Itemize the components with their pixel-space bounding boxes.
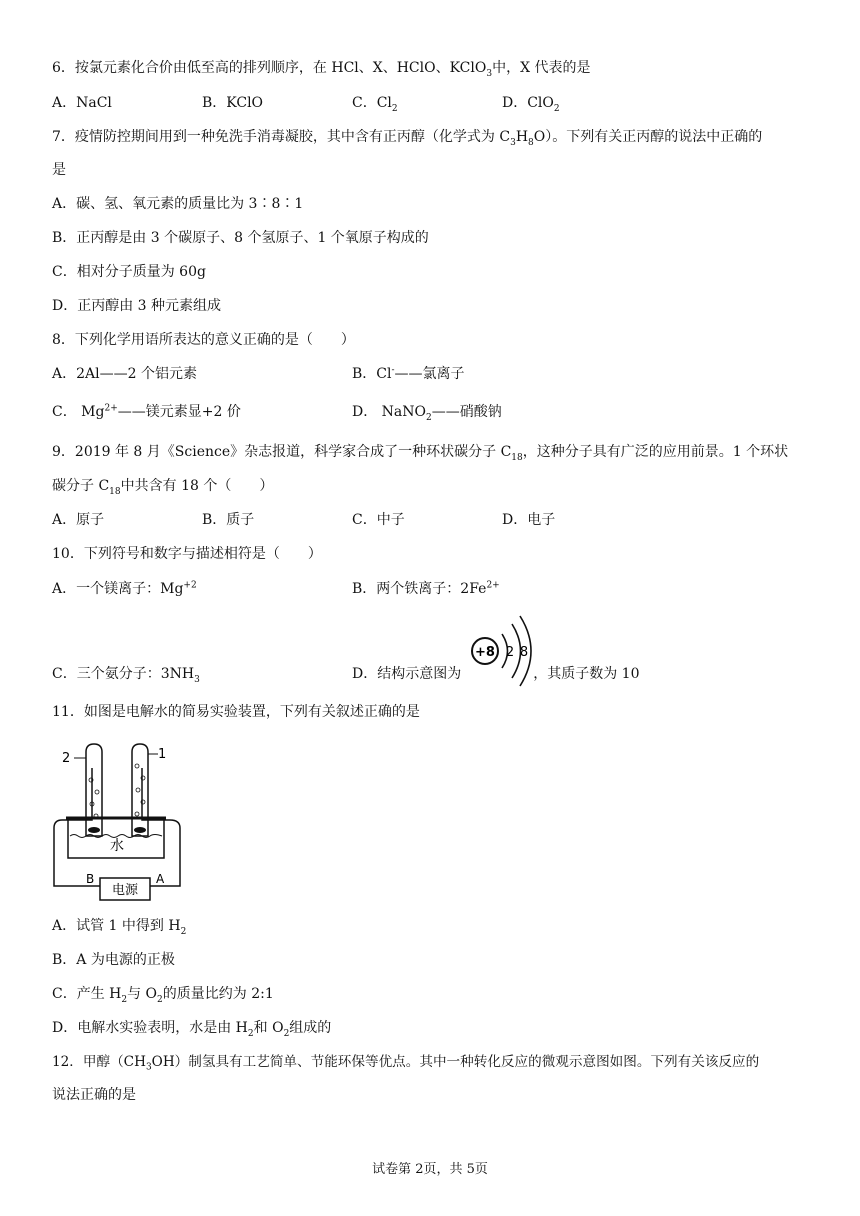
electrode-right xyxy=(134,827,146,833)
electrode-left xyxy=(88,827,100,833)
electrolysis-apparatus-diagram xyxy=(52,740,192,904)
q8-option-a: A．2Al——2 个铝元素 xyxy=(52,366,197,382)
q8-option-b: B．Cl-——氯离子 xyxy=(352,365,465,382)
nucleus-charge: +8 xyxy=(475,645,495,660)
q7-option-a: A．碳、氢、氧元素的质量比为 3∶8∶1 xyxy=(52,196,304,212)
q10-option-d: D．结构示意图为 ，其质子数为 10 xyxy=(352,666,640,682)
q11-stem: 11．如图是电解水的简易实验装置，下列有关叙述正确的是 xyxy=(52,704,420,720)
q9-stem: 9．2019 年 8 月《Science》杂志报道，科学家合成了一种环状碳分子 $C_{18}$，这种分子具有广泛的应用前景。1 个环状 xyxy=(52,444,789,463)
test-tube-2 xyxy=(86,744,102,836)
power-supply-label: 电源 xyxy=(111,883,139,898)
gas-bubbles xyxy=(89,764,145,818)
q7-stem: 7．疫情防控期间用到一种免洗手消毒凝胶，其中含有正丙醇（化学式为 $C_3H_8O$）。下列有关正丙醇的说法中正确的 xyxy=(52,129,763,148)
q6-stem: 6．按氯元素化合价由低至高的排列顺序，在 HCl、X、HClO、KClO$_3$中，X 代表的是 xyxy=(52,60,591,79)
q9-option-a: A．原子 xyxy=(52,512,105,528)
q10-stem: 10．下列符号和数字与描述相符是（ ） xyxy=(52,546,322,562)
shell2-electrons: 8 xyxy=(519,645,529,660)
q7-option-b: B．正丙醇是由 3 个碳原子、8 个氢原子、1 个氧原子构成的 xyxy=(52,230,429,246)
page-footer: 试卷第 2页，共 5页 xyxy=(372,1162,488,1177)
q8-option-c: C． $Mg^{2+}——$镁元素显+2 价 xyxy=(52,403,241,420)
q12-stem: 12．甲醇$(CH_3OH)$制氢具有工艺简单、节能环保等优点。其中一种转化反应的微观示意图如图。下列有关该反应的 xyxy=(52,1054,760,1073)
wire-b xyxy=(54,768,100,886)
atom-structure-diagram xyxy=(466,612,538,690)
q6-option-b: B．KClO xyxy=(202,95,264,111)
q11-option-a: A．试管 1 中得到 $H_2$ xyxy=(52,918,187,937)
q10-option-b: B．两个铁离子：$2Fe^{2+}$ xyxy=(352,580,500,597)
q8-option-d: D． NaNO$_2$——硝酸钠 xyxy=(352,404,502,423)
q6-option-a: A．NaCl xyxy=(52,95,112,111)
q7-option-d: D．正丙醇由 3 种元素组成 xyxy=(52,298,222,314)
shell1-electrons: 2 xyxy=(505,645,515,660)
water-label: 水 xyxy=(110,838,124,854)
q12-stem-line2: 说法正确的是 xyxy=(52,1087,136,1103)
q9-option-c: C．中子 xyxy=(352,512,405,528)
q9-option-d: D．电子 xyxy=(502,512,556,528)
q11-option-b: B．A 为电源的正极 xyxy=(52,952,175,968)
q10-option-a: A．一个镁离子：$Mg^{+2}$ xyxy=(52,580,197,597)
q7-option-c: C．相对分子质量为 60g xyxy=(52,264,206,280)
q8-stem: 8．下列化学用语所表达的意义正确的是（ ） xyxy=(52,332,355,348)
q11-option-c: C．产生 $H_2$与 $O_2$的质量比约为 2:1 xyxy=(52,986,274,1005)
q9-option-b: B．质子 xyxy=(202,512,255,528)
terminal-a-label: A xyxy=(156,872,165,886)
q7-stem-line2: 是 xyxy=(52,162,66,178)
terminal-b-label: B xyxy=(86,872,95,886)
q9-stem-line2: 碳分子 $C_{18}$中共含有 18 个（ ） xyxy=(52,478,274,497)
q6-option-c: C．$Cl_2$ xyxy=(352,95,398,114)
q10-option-c: C．三个氨分子：$3NH_3$ xyxy=(52,666,200,685)
tube-1-label: 1 xyxy=(158,747,167,762)
q6-option-d: D．ClO$_2$ xyxy=(502,95,560,114)
tube-2-label: 2 xyxy=(62,751,71,766)
q11-option-d: D．电解水实验表明，水是由 $H_2$和 $O_2$组成的 xyxy=(52,1020,332,1039)
